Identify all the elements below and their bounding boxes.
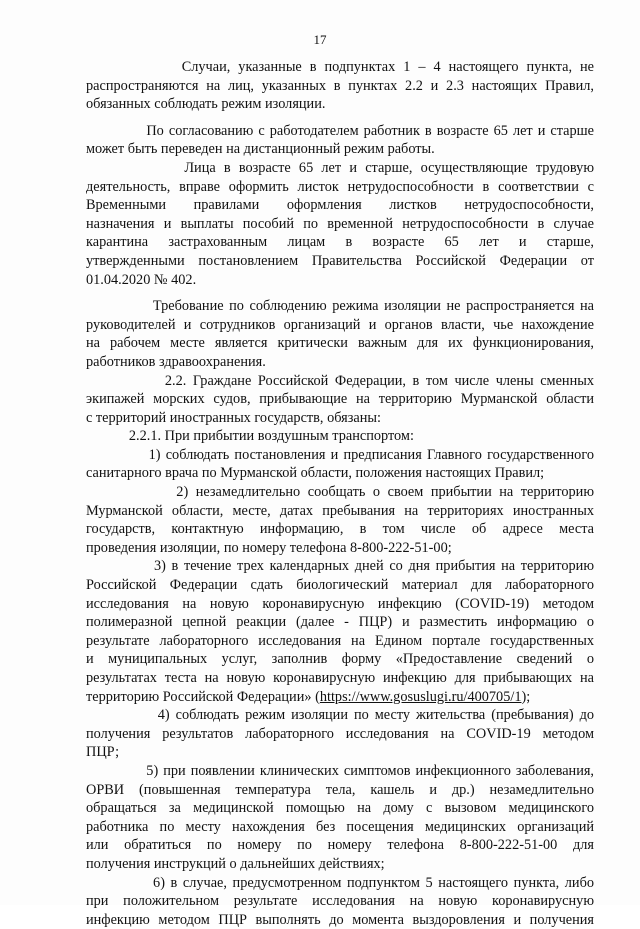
text-line-content: деятельность, вправе оформить листок нетрудоспособности в соответствии с bbox=[86, 178, 594, 195]
text-line bbox=[86, 427, 594, 446]
text-line-content: ОРВИ (повышенная температура тела, кашель и др.) незамедлительно bbox=[86, 781, 594, 798]
text-line bbox=[86, 576, 594, 595]
text-line-content: 1) соблюдать постановления и предписания Главного государственного bbox=[86, 446, 594, 463]
text-line-content: 01.04.2020 № 402. bbox=[86, 271, 197, 288]
text-line bbox=[86, 762, 594, 781]
text-line-content: карантина застрахованным лицам в возрасте 65 лет и старше, bbox=[86, 234, 594, 251]
text-line-content: государств, контактную информацию, в том числе об адресе места bbox=[86, 521, 594, 538]
text-line-content: ПЦР; bbox=[86, 744, 120, 761]
text-line bbox=[86, 233, 594, 252]
text-line-content: Временными правилами оформления листков нетрудоспособности, bbox=[86, 197, 594, 214]
text-line-content: Российской Федерации сдать биологический материал для лабораторного bbox=[86, 577, 594, 594]
text-line bbox=[86, 911, 594, 929]
text-line-content: получения результатов лабораторного исследования на COVID-19 методом bbox=[86, 725, 594, 742]
text-line-content: полимеразной цепной реакции (далее - ПЦР) и разместить информацию о bbox=[86, 614, 594, 631]
text-line-content: санитарного врача по Мурманской области, положения настоящих Правил; bbox=[86, 465, 545, 482]
text-line bbox=[86, 464, 594, 483]
text-line bbox=[86, 483, 594, 502]
text-line-content: Требование по соблюдению режима изоляции не распространяется на bbox=[86, 298, 594, 315]
text-line-content: Случаи, указанные в подпунктах 1 – 4 настоящего пункта, не bbox=[86, 59, 594, 75]
text-line-content: результатах теста на новую коронавирусную инфекцию для прибывающих на bbox=[86, 670, 594, 686]
text-line bbox=[86, 799, 594, 818]
text-line bbox=[86, 122, 594, 141]
text-line bbox=[86, 539, 594, 558]
text-line-content: инфекцию методом ПЦР выполнять до момента выздоровления и получения bbox=[86, 911, 594, 928]
text-line-content: обязанных соблюдать режим изоляции. bbox=[86, 96, 326, 113]
text-line-content: работника по месту нахождения без посещения медицинских организаций bbox=[86, 818, 594, 835]
text-line bbox=[86, 271, 594, 290]
text-line bbox=[86, 650, 594, 669]
text-line-content: на рабочем месте является критически важным для их функционирования, bbox=[86, 335, 594, 352]
text-line bbox=[86, 892, 594, 911]
text-line bbox=[86, 874, 594, 893]
text-line bbox=[86, 58, 594, 77]
text-line bbox=[86, 140, 594, 159]
text-line bbox=[86, 836, 594, 855]
text-line-content: может быть переведен на дистанционный режим работы. bbox=[86, 141, 435, 158]
text-line-content: 3) в течение трех календарных дней со дня прибытия на территорию bbox=[86, 558, 594, 575]
text-line bbox=[86, 520, 594, 539]
text-line-content: утвержденными постановлением Правительства Российской Федерации от bbox=[86, 252, 594, 269]
text-line bbox=[86, 297, 594, 316]
text-line-content: исследования на новую коронавирусную инфекцию (COVID-19) методом bbox=[86, 595, 594, 612]
text-line bbox=[86, 781, 594, 800]
text-line-content: проведения изоляции, по номеру телефона 8-800-222-51-00; bbox=[86, 539, 452, 556]
text-line-content: 4) соблюдать режим изоляции по месту жительства (пребывания) до bbox=[86, 707, 594, 724]
text-line-content: 2.2. Граждане Российской Федерации, в том числе члены сменных bbox=[86, 372, 594, 389]
text-line-content: 2.2.1. При прибытии воздушным транспортом: bbox=[86, 428, 414, 445]
text-line bbox=[86, 706, 594, 725]
document-body bbox=[86, 58, 594, 929]
text-line-tail: ); bbox=[521, 688, 531, 705]
text-line bbox=[86, 446, 594, 465]
text-line-content: 2) незамедлительно сообщать о своем прибытии на территорию bbox=[86, 484, 594, 501]
text-line-content: работников здравоохранения. bbox=[86, 353, 266, 370]
text-line-content: обращаться за медицинской помощью на дому с вызовом медицинского bbox=[86, 800, 594, 817]
text-line bbox=[86, 502, 594, 521]
text-line bbox=[86, 178, 594, 197]
text-line-content: Мурманской области, месте, датах пребывания на территориях иностранных bbox=[86, 502, 594, 519]
text-line bbox=[86, 632, 594, 651]
text-line bbox=[86, 669, 594, 688]
text-line bbox=[86, 595, 594, 614]
text-line bbox=[86, 196, 594, 215]
text-line-content: и муниципальных услуг, заполнив форму «Предоставление сведений о bbox=[86, 651, 594, 668]
gosuslugi-link[interactable]: https://www.gosuslugi.ru/400705/1 bbox=[319, 688, 522, 705]
text-line bbox=[86, 316, 594, 335]
page-number: 17 bbox=[313, 32, 327, 47]
text-line bbox=[86, 743, 594, 762]
text-line-content: при положительном результате исследования на новую коронавирусную bbox=[86, 893, 594, 910]
text-line-content: 6) в случае, предусмотренном подпунктом 5 настоящего пункта, либо bbox=[86, 874, 594, 891]
text-line bbox=[86, 159, 594, 178]
text-line bbox=[86, 818, 594, 837]
paragraph-gap bbox=[86, 114, 594, 122]
text-line-content: руководителей и сотрудников организаций и органов власти, чье нахождение bbox=[86, 316, 594, 333]
text-line bbox=[86, 390, 594, 409]
text-line-content: результате лабораторного исследования на Едином портале государственных bbox=[86, 632, 594, 649]
text-line-content: назначения и выплаты пособий по временной нетрудоспособности в случае bbox=[86, 215, 594, 232]
text-line-content: По согласованию с работодателем работник в возрасте 65 лет и старше bbox=[86, 122, 594, 139]
text-line bbox=[86, 688, 594, 707]
text-line bbox=[86, 77, 594, 96]
text-line-content: получения инструкций о дальнейших действиях; bbox=[86, 855, 385, 872]
text-line bbox=[86, 613, 594, 632]
text-line bbox=[86, 372, 594, 391]
text-line bbox=[86, 252, 594, 271]
text-line-content: 5) при появлении клинических симптомов инфекционного заболевания, bbox=[86, 762, 594, 779]
text-line bbox=[86, 334, 594, 353]
text-line-content: территорию Российской Федерации» ( bbox=[86, 688, 320, 705]
text-line bbox=[86, 95, 594, 114]
text-line-content: или обратиться по номеру по номеру телефона 8-800-222-51-00 для bbox=[86, 837, 594, 854]
text-line bbox=[86, 557, 594, 576]
text-line-content: Лица в возрасте 65 лет и старше, осуществляющие трудовую bbox=[86, 159, 594, 176]
text-line-content: экипажей морских судов, прибывающие на территорию Мурманской области bbox=[86, 391, 594, 408]
text-line bbox=[86, 855, 594, 874]
text-line bbox=[86, 725, 594, 744]
text-line-content: с территорий иностранных государств, обязаны: bbox=[86, 409, 381, 426]
text-line bbox=[86, 215, 594, 234]
text-line bbox=[86, 353, 594, 372]
paragraph-gap bbox=[86, 289, 594, 297]
text-line bbox=[86, 409, 594, 428]
text-line-content: распространяются на лиц, указанных в пунктах 2.2 и 2.3 настоящих Правил, bbox=[86, 77, 594, 94]
